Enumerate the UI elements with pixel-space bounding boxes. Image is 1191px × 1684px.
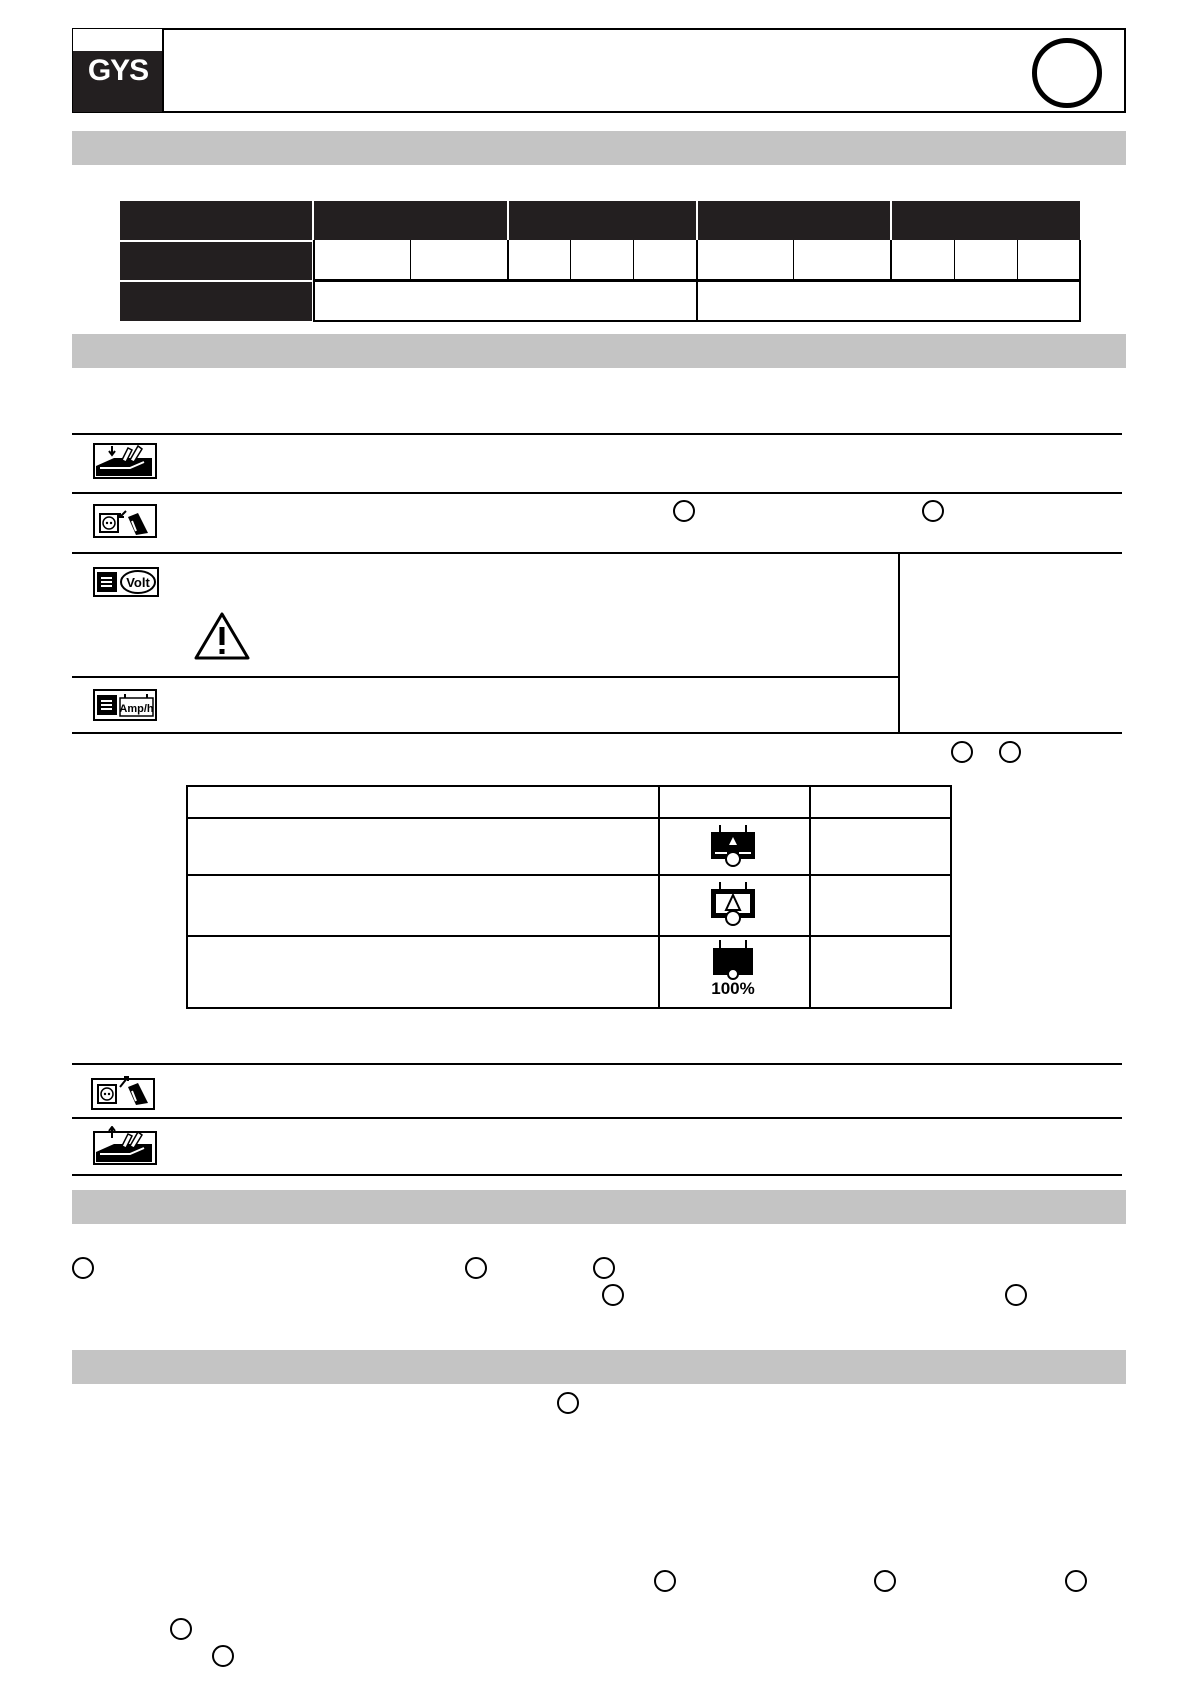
spec-row-label-1 [120, 242, 312, 280]
charge-percent-label: 100% [711, 979, 755, 998]
step-divider [72, 492, 1122, 494]
section-bar-4 [72, 1350, 1126, 1384]
ref-circle [72, 1257, 94, 1279]
battery-charging-mid-icon [708, 880, 758, 928]
volt-select-icon [92, 566, 160, 598]
svg-text:Amp/h: Amp/h [119, 703, 154, 715]
spec-row-label-2 [120, 282, 312, 321]
section-bar-2 [72, 334, 1126, 368]
battery-clamps-connect-icon [92, 442, 158, 480]
spec-header-label [120, 201, 312, 240]
step-divider [72, 1063, 1122, 1065]
brand-logo-text: GYS [87, 54, 149, 87]
battery-charging-low-icon [708, 823, 758, 869]
ref-circle [654, 1570, 676, 1592]
warning-triangle-icon [192, 610, 252, 662]
step-divider [72, 1174, 1122, 1176]
ref-circle [593, 1257, 615, 1279]
spec-header-col-1 [314, 201, 507, 240]
side-panel-divider [898, 552, 900, 732]
spec-header-col-3 [698, 201, 890, 240]
step-divider [72, 676, 900, 678]
ref-circle [922, 500, 944, 522]
ref-circle [673, 500, 695, 522]
step-divider [72, 1117, 1122, 1119]
battery-clamps-disconnect-icon [92, 1126, 158, 1166]
ref-circle [1005, 1284, 1027, 1306]
battery-full-icon [708, 938, 758, 980]
step-divider [72, 433, 1122, 435]
ref-circle [874, 1570, 896, 1592]
ref-circle [1065, 1570, 1087, 1592]
ref-circle [170, 1618, 192, 1640]
ref-circle [602, 1284, 624, 1306]
ref-circle [465, 1257, 487, 1279]
amp-hour-select-icon [92, 688, 158, 722]
ref-circle [951, 741, 973, 763]
section-bar-1 [72, 131, 1126, 165]
brand-logo [73, 29, 163, 112]
header-frame [72, 28, 1126, 113]
step-divider [72, 732, 1122, 734]
ref-circle [212, 1645, 234, 1667]
ref-circle [999, 741, 1021, 763]
section-bar-3 [72, 1190, 1126, 1224]
step-divider [72, 552, 1122, 554]
language-circle [1032, 38, 1102, 108]
mains-unplug-icon [90, 1073, 156, 1111]
svg-text:Volt: Volt [126, 575, 150, 590]
spec-header-col-2 [509, 201, 696, 240]
mains-plug-in-icon [92, 503, 158, 539]
spec-header-col-4 [892, 201, 1080, 240]
ref-circle [557, 1392, 579, 1414]
header-divider [162, 29, 164, 112]
